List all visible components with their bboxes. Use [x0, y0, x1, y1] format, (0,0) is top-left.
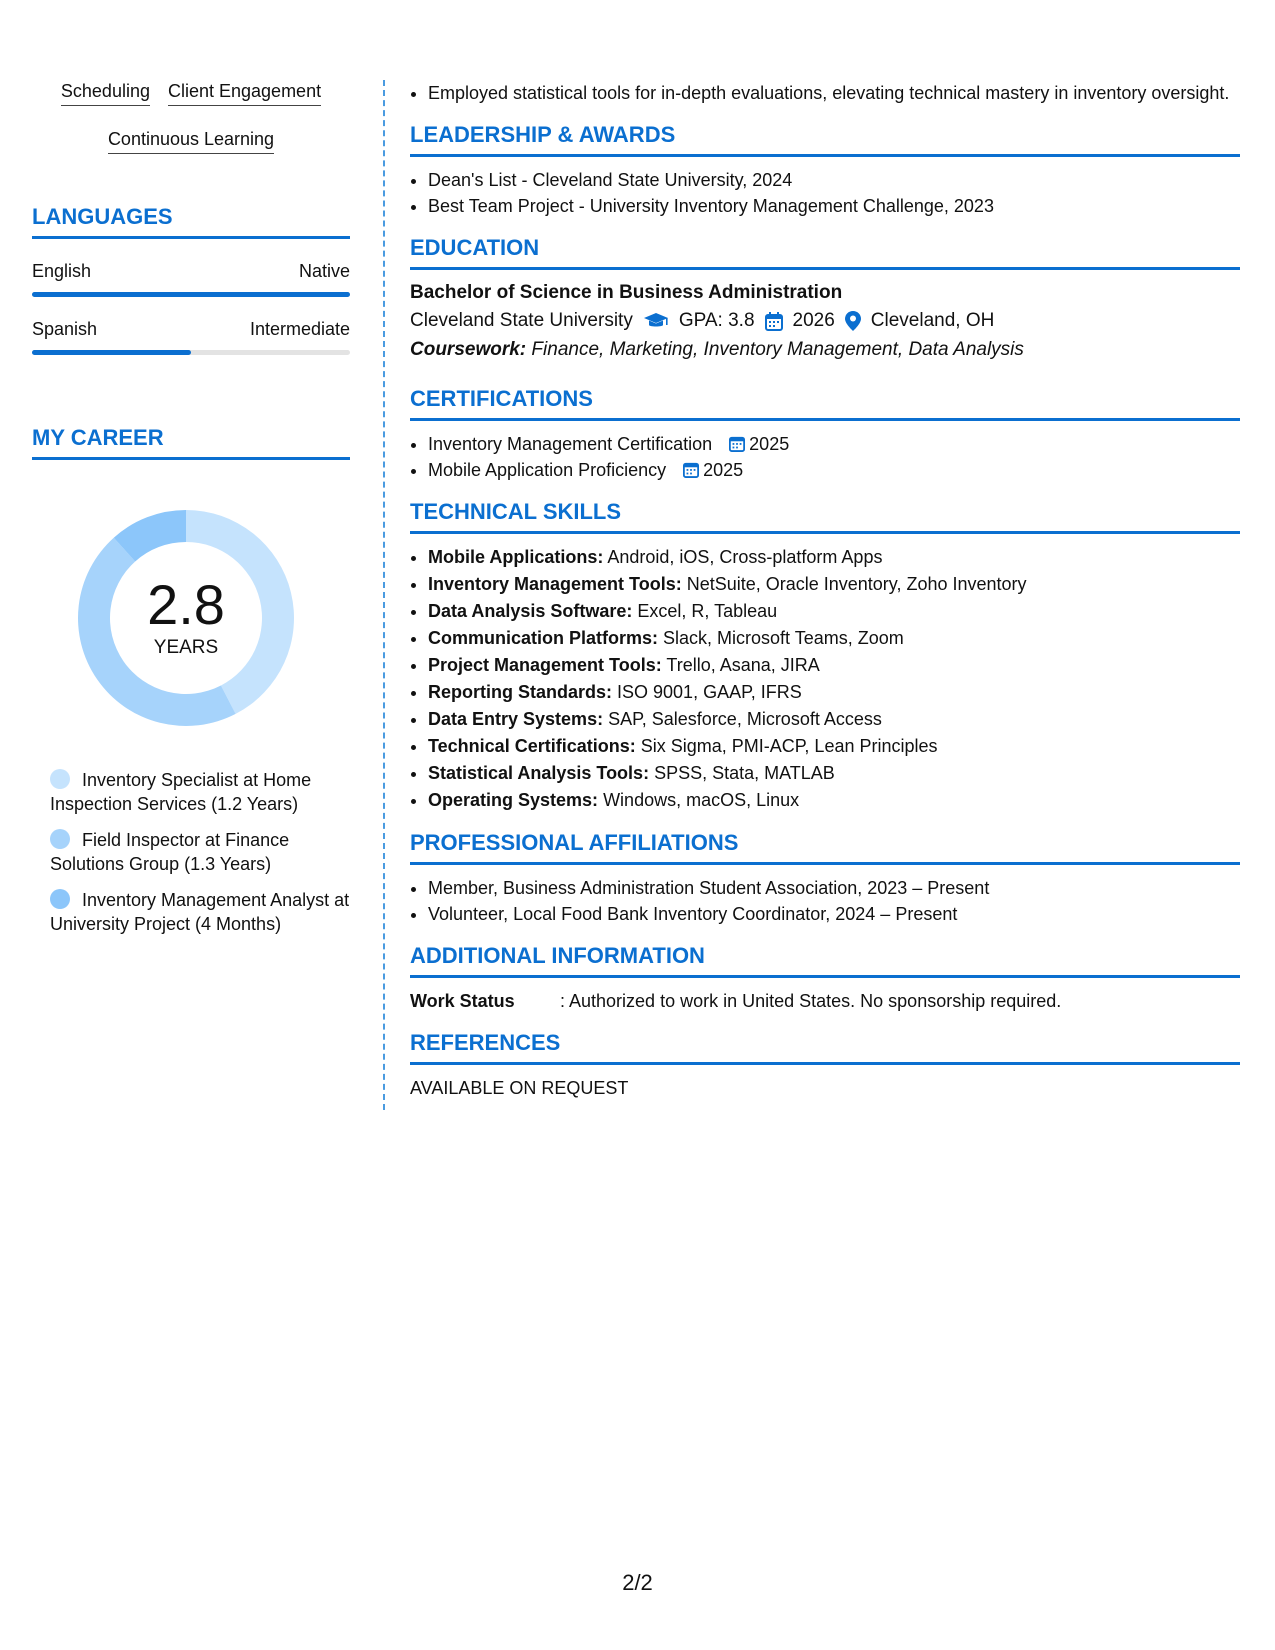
- award-item: • Best Team Project - University Inventory Management Challenge, 2023: [428, 193, 1240, 219]
- education-details: [410, 306, 1240, 336]
- certification-item: [428, 457, 1240, 483]
- tech-skill-value: Six Sigma, PMI-ACP, Lean Principles: [635, 736, 938, 756]
- work-status-row: [410, 988, 1240, 1014]
- certification-name: Mobile Application Proficiency: [428, 460, 667, 480]
- skill-tag: Client Engagement: [168, 80, 321, 106]
- coursework-label: Coursework:: [410, 339, 527, 360]
- language-name: Spanish: [32, 319, 98, 339]
- legend-dot: [50, 889, 70, 909]
- tech-skill-label: Project Management Tools:: [428, 655, 662, 675]
- experience-bullet: • Employed statistical tools for in-depth evaluations, elevating technical mastery in inventory oversight.: [428, 80, 1240, 106]
- tech-skill-value: Excel, R, Tableau: [632, 601, 778, 621]
- language-bar-fill: [32, 292, 350, 297]
- language-level: Native: [298, 261, 350, 281]
- legend-dot: [50, 769, 70, 789]
- certification-year: 2025: [749, 434, 790, 454]
- section-title: TECHNICAL SKILLS: [410, 499, 1240, 534]
- career-total-value: 2.8: [147, 573, 225, 636]
- tech-skill-item: [428, 598, 1240, 625]
- gpa: GPA: 3.8: [678, 310, 755, 331]
- skills-tags: [32, 80, 350, 154]
- tech-skill-label: Communication Platforms:: [428, 628, 659, 648]
- tech-skill-item: [428, 652, 1240, 679]
- tech-skill-item: [428, 706, 1240, 733]
- tech-skill-value: Slack, Microsoft Teams, Zoom: [658, 628, 904, 648]
- legend-dot: [50, 829, 70, 849]
- coursework: [410, 336, 1240, 364]
- section-title: PROFESSIONAL AFFILIATIONS: [410, 830, 1240, 865]
- language-name: English: [32, 261, 92, 281]
- certification-year: 2025: [703, 460, 744, 480]
- tech-skill-item: [428, 733, 1240, 760]
- certification-item: [428, 431, 1240, 457]
- tech-skill-value: Windows, macOS, Linux: [598, 790, 800, 810]
- additional-info-section: [410, 943, 1240, 1014]
- career-donut: [32, 498, 350, 738]
- certification-name: Inventory Management Certification: [428, 434, 713, 454]
- work-status-key: Work Status: [410, 991, 515, 1011]
- calendar-icon: [729, 435, 745, 452]
- language-bar: [32, 350, 350, 355]
- language-bar-fill: [32, 350, 191, 355]
- career-legend-item: [50, 888, 350, 936]
- right-column: [410, 80, 1240, 1101]
- tech-skill-value: ISO 9001, GAAP, IFRS: [612, 682, 802, 702]
- tech-skill-item: [428, 544, 1240, 571]
- career-label: Field Inspector at Finance Solutions Group (1.3 Years): [50, 830, 290, 874]
- languages-section: [32, 204, 350, 355]
- tech-skill-label: Mobile Applications:: [428, 547, 604, 567]
- education-section: [410, 235, 1240, 364]
- section-title: LEADERSHIP & AWARDS: [410, 122, 1240, 157]
- calendar-icon: [765, 312, 783, 331]
- career-label: Inventory Management Analyst at University Project (4 Months): [50, 890, 350, 934]
- graduation-year: 2026: [792, 310, 835, 331]
- tech-skill-item: [428, 679, 1240, 706]
- section-title: MY CAREER: [32, 425, 350, 460]
- tech-skill-label: Inventory Management Tools:: [428, 574, 682, 594]
- career-label: Inventory Specialist at Home Inspection Services (1.2 Years): [50, 770, 312, 814]
- section-title: LANGUAGES: [32, 204, 350, 239]
- career-legend: [32, 768, 350, 936]
- language-item: [32, 261, 350, 297]
- technical-skills-section: [410, 499, 1240, 814]
- work-status-value: : Authorized to work in United States. No sponsorship required.: [560, 991, 1062, 1011]
- tech-skill-value: NetSuite, Oracle Inventory, Zoho Inventory: [681, 574, 1027, 594]
- references-section: [410, 1030, 1240, 1101]
- skill-tag: Continuous Learning: [108, 128, 274, 154]
- section-title: REFERENCES: [410, 1030, 1240, 1065]
- experience-continued: [410, 80, 1240, 106]
- page-number: 2/2: [622, 1570, 653, 1595]
- school-location: Cleveland, OH: [870, 310, 995, 331]
- tech-skill-label: Reporting Standards:: [428, 682, 613, 702]
- career-legend-item: [50, 768, 350, 816]
- language-item: [32, 319, 350, 355]
- affiliation-item: • Volunteer, Local Food Bank Inventory Coordinator, 2024 – Present: [428, 901, 1240, 927]
- calendar-icon: [683, 461, 699, 478]
- tech-skill-value: SPSS, Stata, MATLAB: [649, 763, 835, 783]
- coursework-list: Finance, Marketing, Inventory Management, Data Analysis: [526, 339, 1024, 360]
- certifications-section: [410, 386, 1240, 483]
- left-column: [32, 80, 350, 948]
- tech-skill-label: Data Analysis Software:: [428, 601, 633, 621]
- career-total-unit: YEARS: [153, 637, 219, 658]
- section-title: CERTIFICATIONS: [410, 386, 1240, 421]
- tech-skill-value: Android, iOS, Cross-platform Apps: [603, 547, 883, 567]
- tech-skill-item: [428, 571, 1240, 598]
- graduation-cap-icon: [643, 312, 669, 330]
- location-pin-icon: [845, 311, 861, 331]
- section-title: EDUCATION: [410, 235, 1240, 270]
- skill-tag: Scheduling: [61, 80, 150, 106]
- leadership-section: [410, 122, 1240, 219]
- tech-skill-label: Operating Systems:: [428, 790, 599, 810]
- tech-skill-value: SAP, Salesforce, Microsoft Access: [603, 709, 882, 729]
- tech-skill-item: [428, 625, 1240, 652]
- tech-skill-value: Trello, Asana, JIRA: [661, 655, 820, 675]
- column-divider: [383, 80, 385, 1110]
- school-name: Cleveland State University: [410, 310, 633, 331]
- tech-skill-label: Technical Certifications:: [428, 736, 636, 756]
- tech-skill-label: Data Entry Systems:: [428, 709, 604, 729]
- career-section: [32, 425, 350, 936]
- award-item: • Dean's List - Cleveland State University, 2024: [428, 167, 1240, 193]
- tech-skill-label: Statistical Analysis Tools:: [428, 763, 650, 783]
- affiliation-item: • Member, Business Administration Student Association, 2023 – Present: [428, 875, 1240, 901]
- tech-skill-item: [428, 760, 1240, 787]
- language-level: Intermediate: [249, 319, 350, 339]
- language-bar: [32, 292, 350, 297]
- career-legend-item: [50, 828, 350, 876]
- affiliations-section: [410, 830, 1240, 927]
- references-text: AVAILABLE ON REQUEST: [410, 1078, 629, 1098]
- degree-title: Bachelor of Science in Business Administration: [410, 282, 843, 303]
- section-title: ADDITIONAL INFORMATION: [410, 943, 1240, 978]
- tech-skill-item: [428, 787, 1240, 814]
